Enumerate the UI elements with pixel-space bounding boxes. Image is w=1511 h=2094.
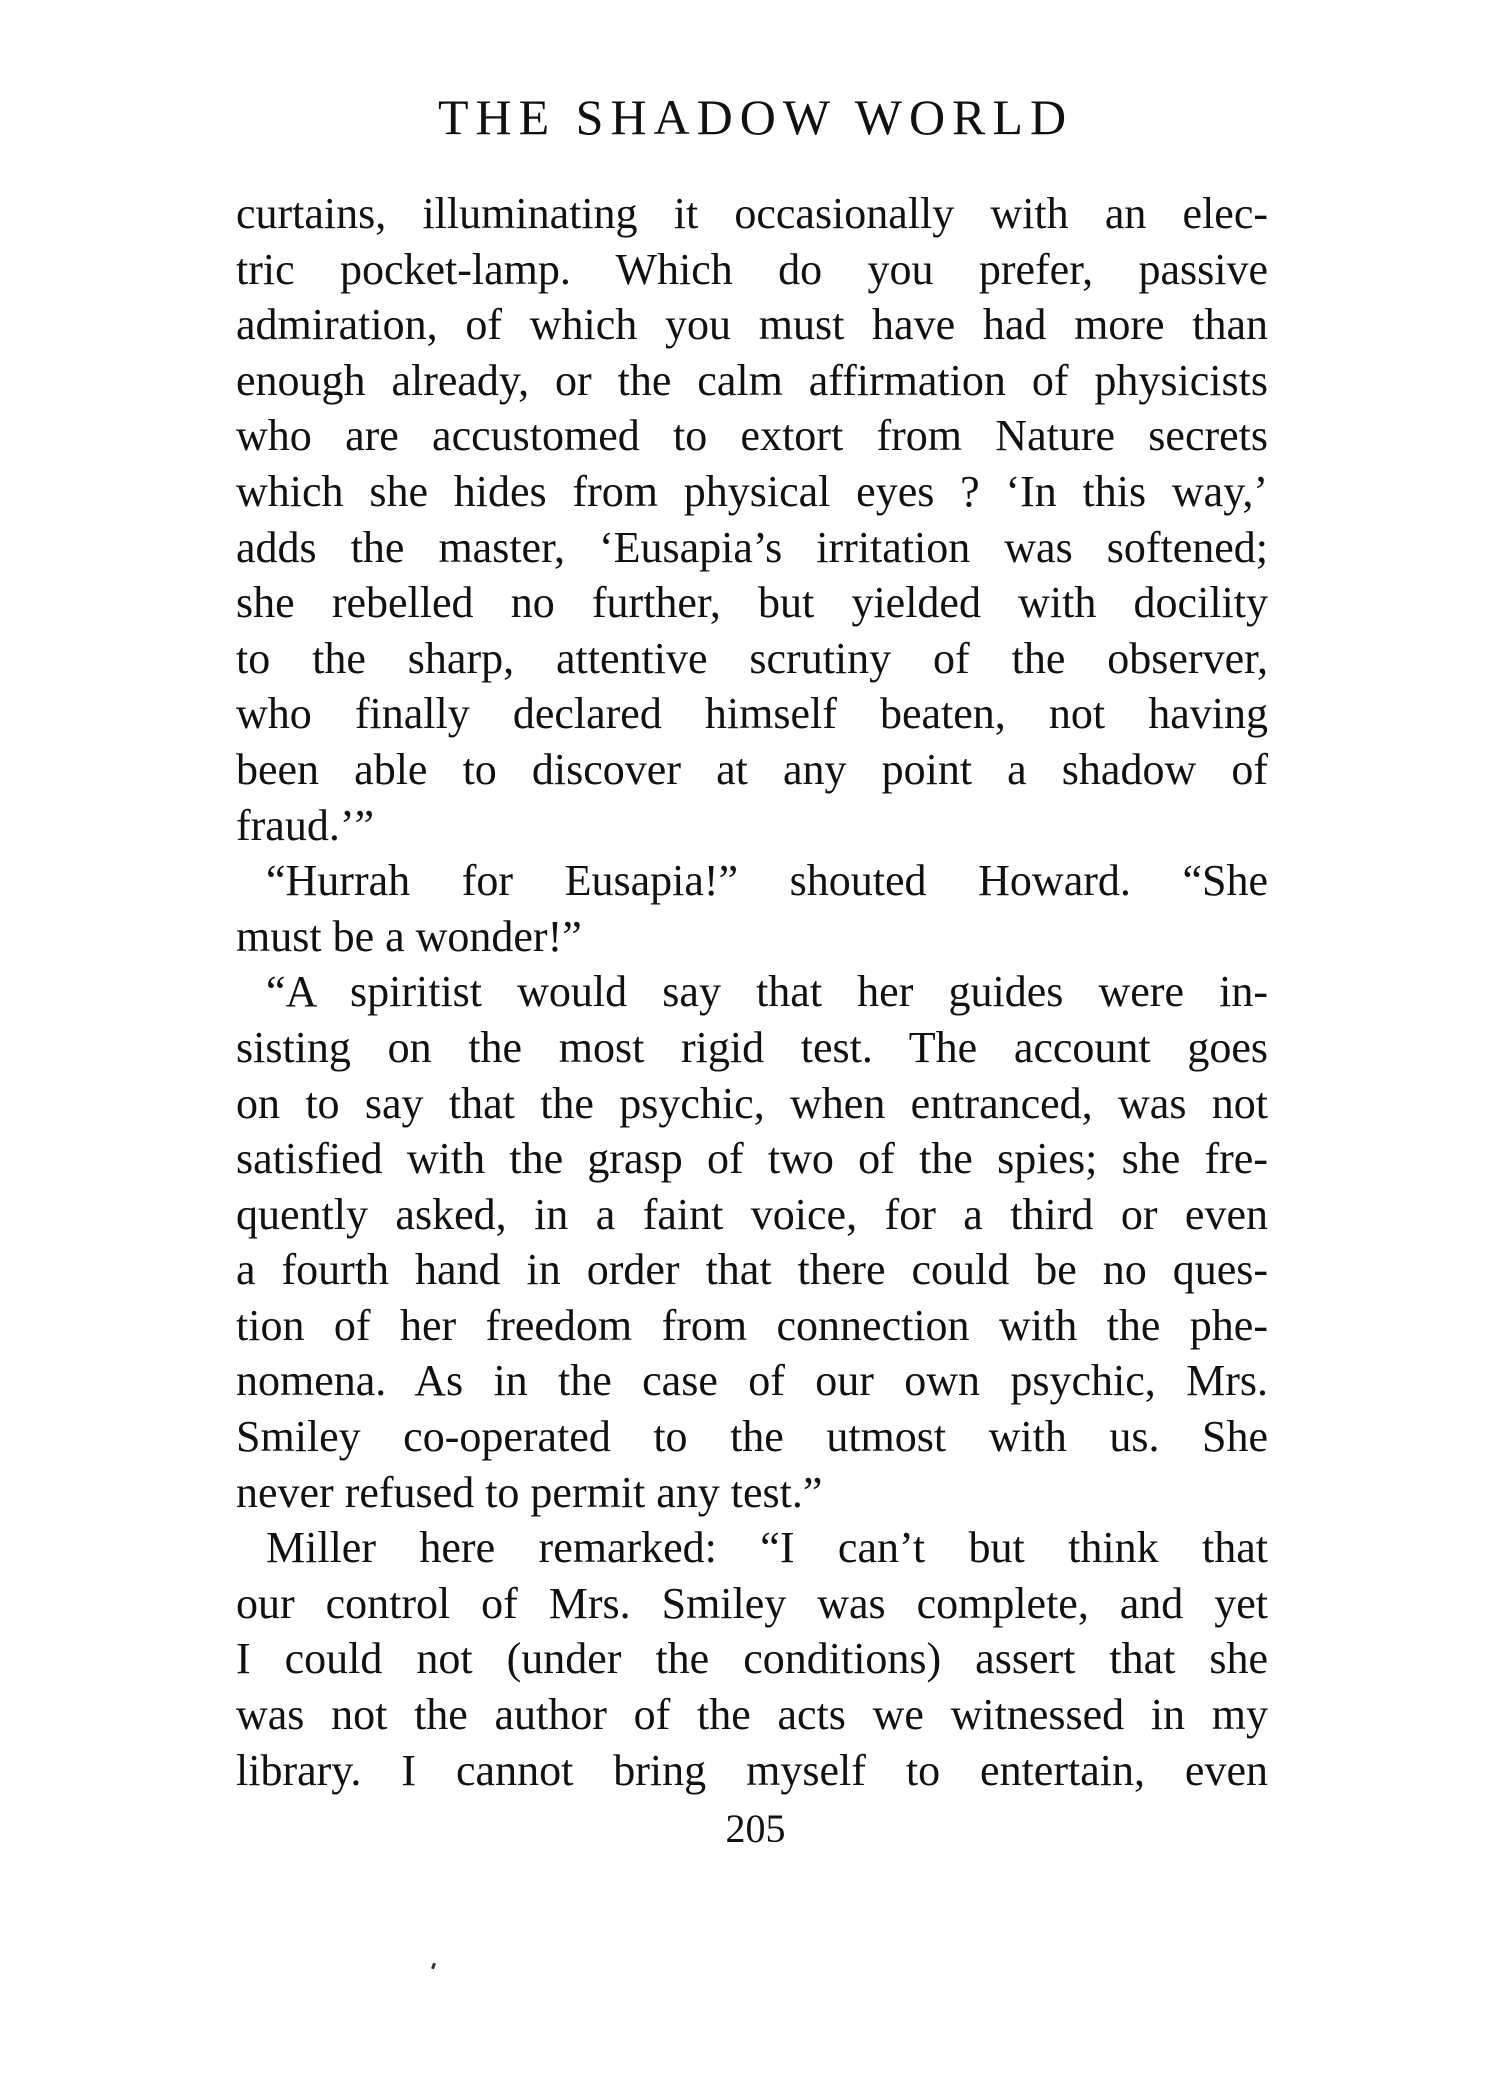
text-line: which she hides from physical eyes ? ‘In this way,’	[236, 466, 1268, 516]
text-line: Smiley co-operated to the utmost with us. She	[236, 1412, 1268, 1462]
text-line: never refused to permit any test.”	[236, 1467, 823, 1517]
text-line: who finally declared himself beaten, not having	[236, 689, 1268, 739]
text-line: sisting on the most rigid test. The account goes	[236, 1022, 1268, 1072]
text-line: I could not (under the conditions) assert that she	[236, 1634, 1268, 1684]
text-line: admiration, of which you must have had more than	[236, 300, 1268, 350]
text-line: was not the author of the acts we witnessed in my	[236, 1690, 1268, 1740]
text-line: satisfied with the grasp of two of the spies; she fre-	[236, 1134, 1268, 1184]
text-line: on to say that the psychic, when entranced, was not	[236, 1078, 1268, 1128]
running-head-title: THE SHADOW WORLD	[437, 89, 1074, 145]
text-line: she rebelled no further, but yielded with docility	[236, 578, 1268, 628]
body-text	[236, 186, 1268, 1798]
text-line: adds the master, ‘Eusapia’s irritation was softened;	[236, 522, 1268, 572]
text-line: “A spiritist would say that her guides were in-	[266, 967, 1268, 1017]
text-line: to the sharp, attentive scrutiny of the observer,	[236, 633, 1268, 683]
text-line: our control of Mrs. Smiley was complete, and yet	[236, 1578, 1268, 1628]
page-number: 205	[725, 1806, 786, 1851]
text-line: must be a wonder!”	[236, 911, 582, 961]
text-line: nomena. As in the case of our own psychic, Mrs.	[236, 1356, 1268, 1406]
text-line: been able to discover at any point a shadow of	[236, 744, 1268, 794]
text-line: library. I cannot bring myself to entertain, even	[236, 1745, 1268, 1795]
text-line: “Hurrah for Eusapia!” shouted Howard. “She	[266, 856, 1268, 906]
text-line: quently asked, in a faint voice, for a third or even	[236, 1189, 1268, 1239]
text-line: fraud.’”	[236, 800, 375, 850]
text-line: enough already, or the calm affirmation of physicists	[236, 355, 1268, 405]
text-line: who are accustomed to extort from Nature secrets	[236, 411, 1268, 461]
text-line: Miller here remarked: “I can’t but think that	[266, 1523, 1268, 1573]
text-line: curtains, illuminating it occasionally with an elec-	[236, 189, 1268, 238]
text-line: tion of her freedom from connection with the phe-	[236, 1300, 1268, 1350]
text-line: tric pocket-lamp. Which do you prefer, passive	[236, 244, 1268, 294]
ink-speck	[431, 1963, 436, 1970]
text-line: a fourth hand in order that there could be no ques-	[236, 1245, 1268, 1295]
